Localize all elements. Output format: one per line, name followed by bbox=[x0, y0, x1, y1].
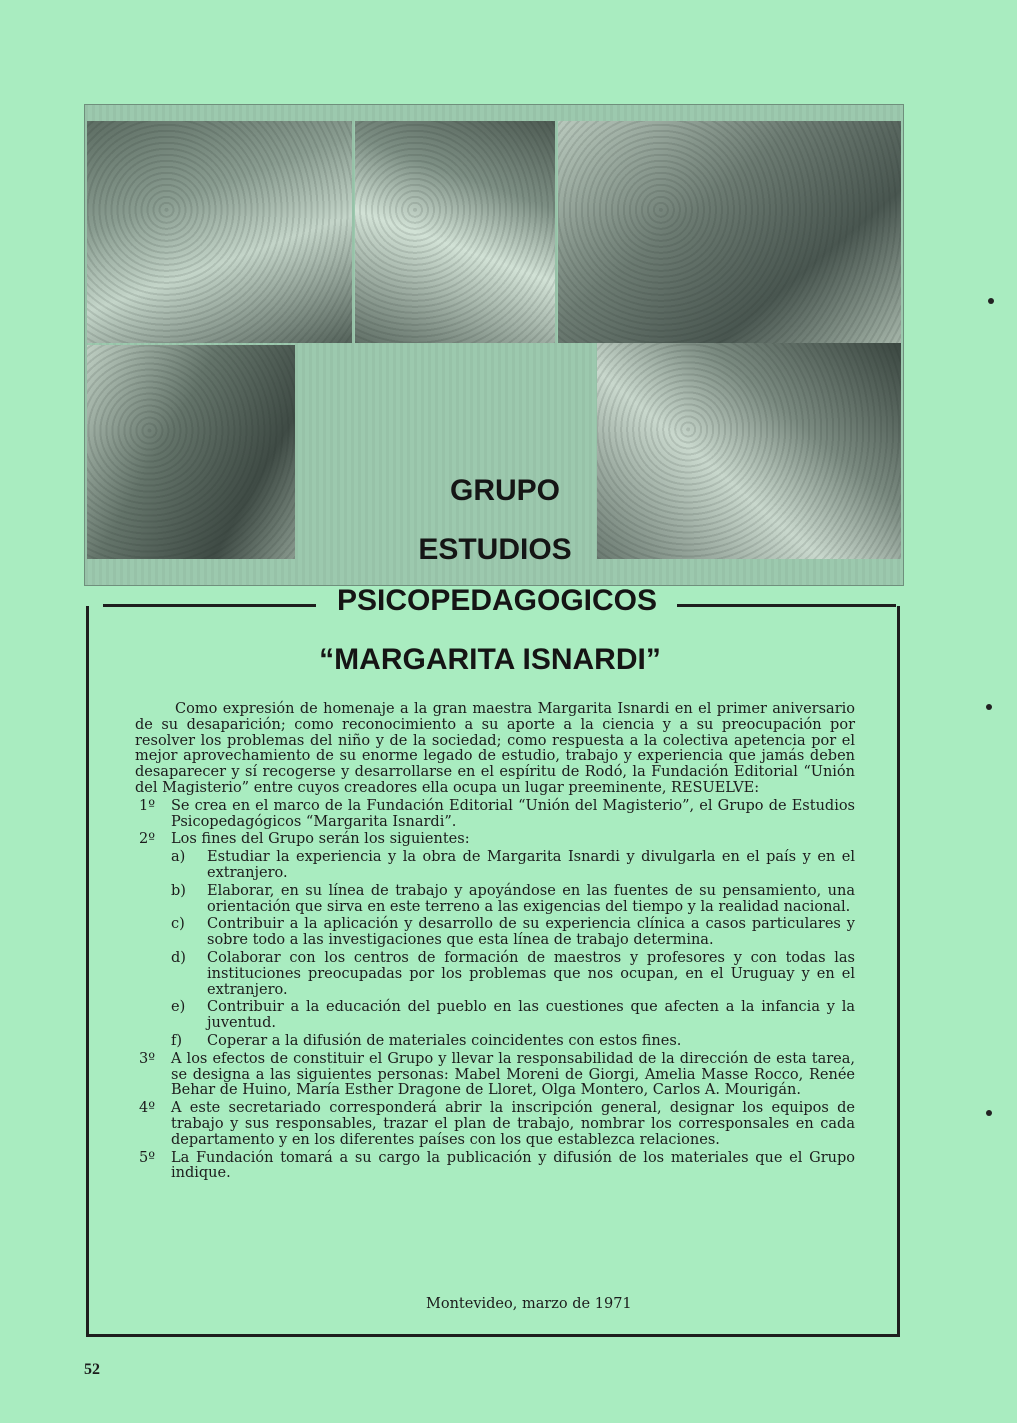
item-text: A este secretariado corresponderá abrir la inscripción general, designar los equipos de trabajo y sus responsables, trazar el plan de trabajo, nombrar los corresponsales en cada departamento y en los diferentes países con los que establezca relaciones. bbox=[171, 1100, 855, 1148]
group-photo-2 bbox=[355, 121, 555, 343]
sub-item-text: Colaborar con los centros de formación de maestros y profesores y con todas las instituciones preocupadas por los problemas que nos ocupan, en el Uruguay y en el extranjero. bbox=[207, 949, 855, 998]
item-text: La Fundación tomará a su cargo la publicación y difusión de los materiales que el Grupo indique. bbox=[171, 1149, 855, 1182]
title-line-2: ESTUDIOS bbox=[418, 533, 572, 566]
sub-item-letter: e) bbox=[171, 999, 186, 1016]
group-photo-4 bbox=[87, 345, 295, 559]
list-item bbox=[135, 832, 855, 848]
closing-date: Montevideo, marzo de 1971 bbox=[426, 1296, 632, 1312]
group-photo-3 bbox=[558, 121, 901, 343]
sub-item-letter: f) bbox=[171, 1032, 183, 1049]
sub-item-text: Elaborar, en su línea de trabajo y apoyándose en las fuentes de su pensamiento, una orientación que sirva en este terreno a las exigencias del tiempo y la realidad nacional. bbox=[207, 882, 855, 915]
item-number: 1º bbox=[139, 797, 156, 814]
sub-item-text: Coperar a la difusión de materiales coincidentes con estos fines. bbox=[207, 1032, 682, 1049]
list-item bbox=[135, 1052, 855, 1099]
group-photo-5 bbox=[597, 343, 901, 559]
list-item bbox=[135, 1101, 855, 1148]
item-number: 5º bbox=[139, 1149, 156, 1166]
title-line-3: PSICOPEDAGOGICOS bbox=[336, 584, 658, 617]
item-number: 4º bbox=[139, 1100, 156, 1117]
sub-item-letter: a) bbox=[171, 849, 186, 866]
title-line-1: GRUPO bbox=[449, 474, 560, 507]
group-photo-1 bbox=[87, 121, 352, 343]
binding-hole-mark bbox=[986, 704, 992, 710]
sub-item bbox=[135, 850, 855, 882]
photo-collage bbox=[84, 104, 904, 586]
intro-paragraph: Como expresión de homenaje a la gran maestra Margarita Isnardi en el primer aniversario de su desaparición; como reconocimiento a su aporte a la ciencia y a su preocupación por resolver los problemas del niño y de la sociedad; como respuesta a la colectiva apetencia por el mejor aprovechamiento de su enorme legado de estudio, trabajo y experiencia que jamás deben desaparecer y sí recogerse y desarrollarse en el espíritu de Rodó, la Fundación Editorial “Unión del Magisterio” entre cuyos creadores ella ocupa un lugar preeminente, RESUELVE: bbox=[135, 701, 855, 796]
sub-item-text: Contribuir a la aplicación y desarrollo de su experiencia clínica a casos particulares y sobre todo a las investigaciones que esta línea de trabajo determina. bbox=[207, 916, 855, 949]
binding-hole-mark bbox=[986, 1110, 992, 1116]
item-text: Se crea en el marco de la Fundación Editorial “Unión del Magisterio”, el Grupo de Estudios Psicopedagógicos “Margarita Isnardi”. bbox=[171, 797, 855, 830]
item-text: A los efectos de constituir el Grupo y llevar la responsabilidad de la dirección de esta tarea, se designa a las siguientes personas: Mabel Moreni de Giorgi, Amelia Masse Rocco, Renée Behar de Huino, María Esther Dragone de Lloret, Olga Montero, Carlos A. Mourigán. bbox=[171, 1050, 855, 1099]
binding-hole-mark bbox=[988, 298, 994, 304]
sub-item bbox=[135, 951, 855, 998]
sub-item-letter: b) bbox=[171, 882, 186, 899]
sub-item-text: Contribuir a la educación del pueblo en las cuestiones que afecten a la infancia y la juventud. bbox=[207, 999, 855, 1032]
sub-item bbox=[135, 1000, 855, 1032]
list-item bbox=[135, 1151, 855, 1183]
item-text: Los fines del Grupo serán los siguientes: bbox=[171, 831, 470, 848]
sub-item bbox=[135, 884, 855, 916]
title-line-4: “MARGARITA ISNARDI” bbox=[319, 643, 661, 676]
page-number: 52 bbox=[84, 1361, 100, 1378]
sub-item bbox=[135, 1034, 855, 1050]
sub-item-letter: c) bbox=[171, 916, 185, 933]
item-number: 2º bbox=[139, 831, 156, 848]
list-item bbox=[135, 799, 855, 831]
sub-item bbox=[135, 917, 855, 949]
sub-item-text: Estudiar la experiencia y la obra de Margarita Isnardi y divulgarla en el país y en el extranjero. bbox=[207, 849, 855, 881]
item-number: 3º bbox=[139, 1050, 156, 1067]
resolution-body bbox=[135, 702, 855, 1184]
sub-item-letter: d) bbox=[171, 949, 186, 966]
